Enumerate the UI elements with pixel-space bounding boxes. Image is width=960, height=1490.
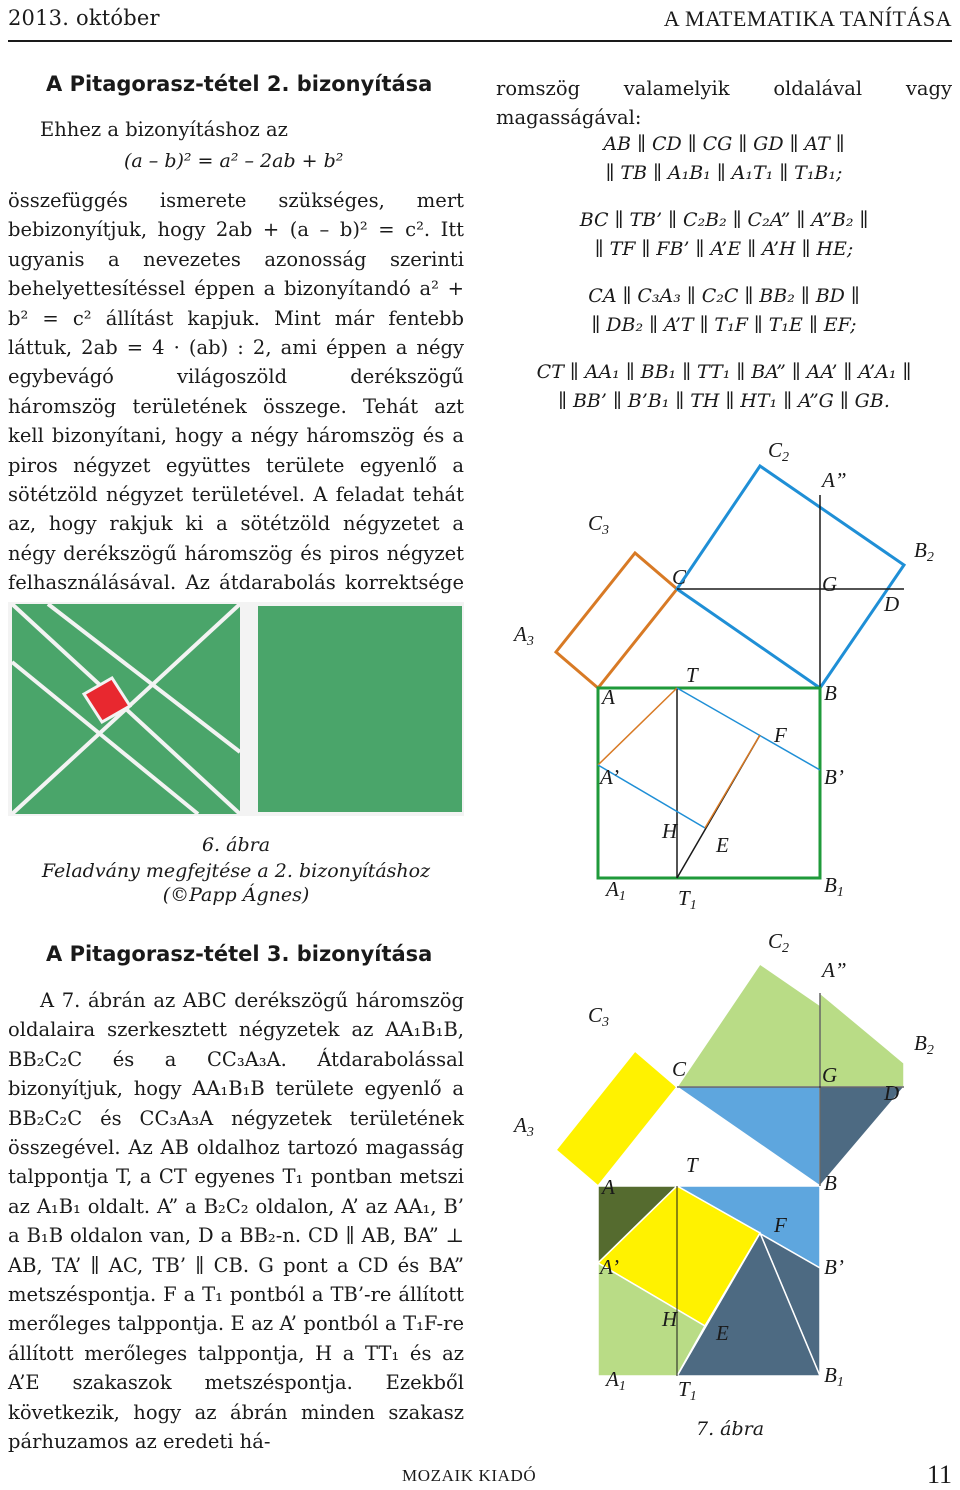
- label-D: D: [884, 592, 900, 616]
- fig7-label-F: F: [774, 1213, 787, 1237]
- page-number: 11: [926, 1460, 952, 1489]
- fig7-label-B1: B1: [824, 1363, 844, 1390]
- label-C: C: [672, 565, 687, 589]
- label-C2: C2: [768, 438, 790, 465]
- fig7-label-C: C: [672, 1057, 687, 1081]
- orange-square: [556, 553, 677, 688]
- label-C3: C3: [588, 511, 610, 538]
- par-line: CT ∥ AA₁ ∥ BB₁ ∥ TT₁ ∥ BA” ∥ AA’ ∥ A’A₁ ∥: [536, 361, 912, 383]
- par-line: ∥ BB’ ∥ B’B₁ ∥ TH ∥ HT₁ ∥ A”G ∥ GB.: [558, 390, 890, 412]
- fig7-label-H: H: [662, 1307, 678, 1331]
- fig7-label-A: A: [602, 1175, 615, 1199]
- par-line: ∥ TB ∥ A₁B₁ ∥ A₁T₁ ∥ T₁B₁;: [605, 162, 843, 184]
- footer-publisher: MOZAIK KIADÓ: [402, 1466, 537, 1485]
- fig7-label-T1: T1: [678, 1377, 697, 1404]
- figure7-caption: 7. ábra: [696, 1418, 765, 1440]
- fig7-yellow-square: [556, 1051, 677, 1186]
- fig7-label-B: B: [824, 1171, 837, 1195]
- label-A-prime: A’: [600, 765, 620, 789]
- fig7-label-C2: C2: [768, 929, 790, 956]
- par-line: ∥ DB₂ ∥ A’T ∥ T₁F ∥ T₁E ∥ EF;: [591, 314, 857, 336]
- section2-intro: Ehhez a bizonyításhoz az: [40, 118, 288, 141]
- fig7-label-B2: B2: [914, 1031, 934, 1058]
- label-F: F: [774, 723, 787, 747]
- right-continuation: romszög valamelyik oldalával vagy magasságával:: [496, 77, 952, 130]
- figure6-labels: [512, 438, 934, 913]
- par-line: CA ∥ C₃A₃ ∥ C₂C ∥ BB₂ ∥ BD ∥: [588, 285, 860, 307]
- fig7-label-T: T: [686, 1153, 698, 1177]
- fig7-label-G: G: [822, 1063, 838, 1087]
- label-B2: B2: [914, 538, 934, 565]
- par-line: ∥ TF ∥ FB’ ∥ A’E ∥ A’H ∥ HE;: [594, 238, 854, 260]
- section3-paragraph: A 7. ábrán az ABC derékszögű háromszög oldalaira szerkesztett négyzetek az AA₁B₁B, BB₂C₂C és a CC₃A₃A. Átdarabolással bizonyítjuk, hogy AA₁B₁B területe egyenlő a BB₂C₂C és CC₃A₃A négyzetek területének összegével. Az AB oldalhoz tartozó magasság talppontja T, a CT egyenes T₁ pontban metszi az A₁B₁ oldalt. A” a B₂C₂ oldalon, A’ az AA₁, B’ a B₁B oldalon van, D a BB₂-n. CD ∥ AB, BA” ⊥ AB, TA’ ∥ AC, TB’ ∥ CB. G pont a CD és BA” metszéspontja. F a T₁ pontból a TB’-re állított merőleges talppontja. E az A’ pontból a T₁F-re állított merőleges talppontja, H a TT₁ és az A’E szakaszok metszéspontja. Ezekből következik, hogy az ábrán minden szakasz párhuzamos az eredeti há-: [8, 989, 464, 1454]
- fig7-label-C3: C3: [588, 1003, 610, 1030]
- label-A-double: A”: [822, 468, 847, 492]
- fig7-label-A-double: A”: [822, 958, 847, 982]
- fig7-label-D: D: [884, 1081, 900, 1105]
- label-T1: T1: [678, 886, 697, 913]
- fig7-label-B-prime: B’: [824, 1255, 844, 1279]
- fig7-label-A1: A1: [606, 1367, 626, 1394]
- label-T: T: [686, 663, 698, 687]
- section2-formula: (a – b)² = a² – 2ab + b²: [124, 150, 344, 172]
- label-G: G: [822, 572, 838, 596]
- label-A: A: [602, 685, 615, 709]
- figure6-caption-title: Feladvány megfejtése a 2. bizonyításhoz: [41, 860, 431, 882]
- section2-title: A Pitagorasz-tétel 2. bizonyítása: [46, 72, 433, 96]
- par-line: AB ∥ CD ∥ CG ∥ GD ∥ AT ∥: [603, 133, 845, 155]
- label-H: H: [662, 819, 678, 843]
- fig7-label-E: E: [716, 1321, 729, 1345]
- fig7-label-A-prime: A’: [600, 1255, 620, 1279]
- section2-paragraph: összefüggés ismerete szükséges, mert bebizonyítjuk, hogy 2ab + (a – b)² = c². Itt ugyanis a nevezetes azonosság szerinti behelyettesítéssel éppen a bizonyítandó a² + b² = c² állítást kapjuk. Mint már fentebb láttuk, 2ab = 4 · (ab) : 2, ami éppen a négy egybevágó világoszöld derékszögű háromszög területének összege. Tehát azt kell bizonyítani, hogy a négy háromszög és a piros négyzet együttes területe egyenlő a sötétzöld négyzet területével. A feladat tehát az, hogy rakjuk ki a sötétzöld négyzetet a négy derékszögű háromszög és piros négyzet felhasználásával. Az átdarabolás korrektsége: [8, 189, 464, 595]
- label-B1: B1: [824, 873, 844, 900]
- figure6-caption-num: 6. ábra: [201, 834, 271, 856]
- fig7-label-A3: A3: [514, 1113, 534, 1140]
- label-B-prime: B’: [824, 765, 844, 789]
- green-square: [598, 688, 820, 878]
- label-A3: A3: [514, 622, 534, 649]
- par-line: BC ∥ TB’ ∥ C₂B₂ ∥ C₂A” ∥ A”B₂ ∥: [579, 209, 869, 231]
- label-B: B: [824, 681, 837, 705]
- header-date: 2013. október: [8, 6, 160, 30]
- header-journal: A MATEMATIKA TANÍTÁSA: [663, 6, 952, 31]
- fig7-sky-triangle: [677, 1087, 820, 1186]
- section3-title: A Pitagorasz-tétel 3. bizonyítása: [46, 942, 433, 966]
- label-A1: A1: [606, 877, 626, 904]
- blue-square: [677, 466, 904, 688]
- figure6-caption-credit: (©Papp Ágnes): [162, 884, 310, 906]
- label-E: E: [716, 833, 729, 857]
